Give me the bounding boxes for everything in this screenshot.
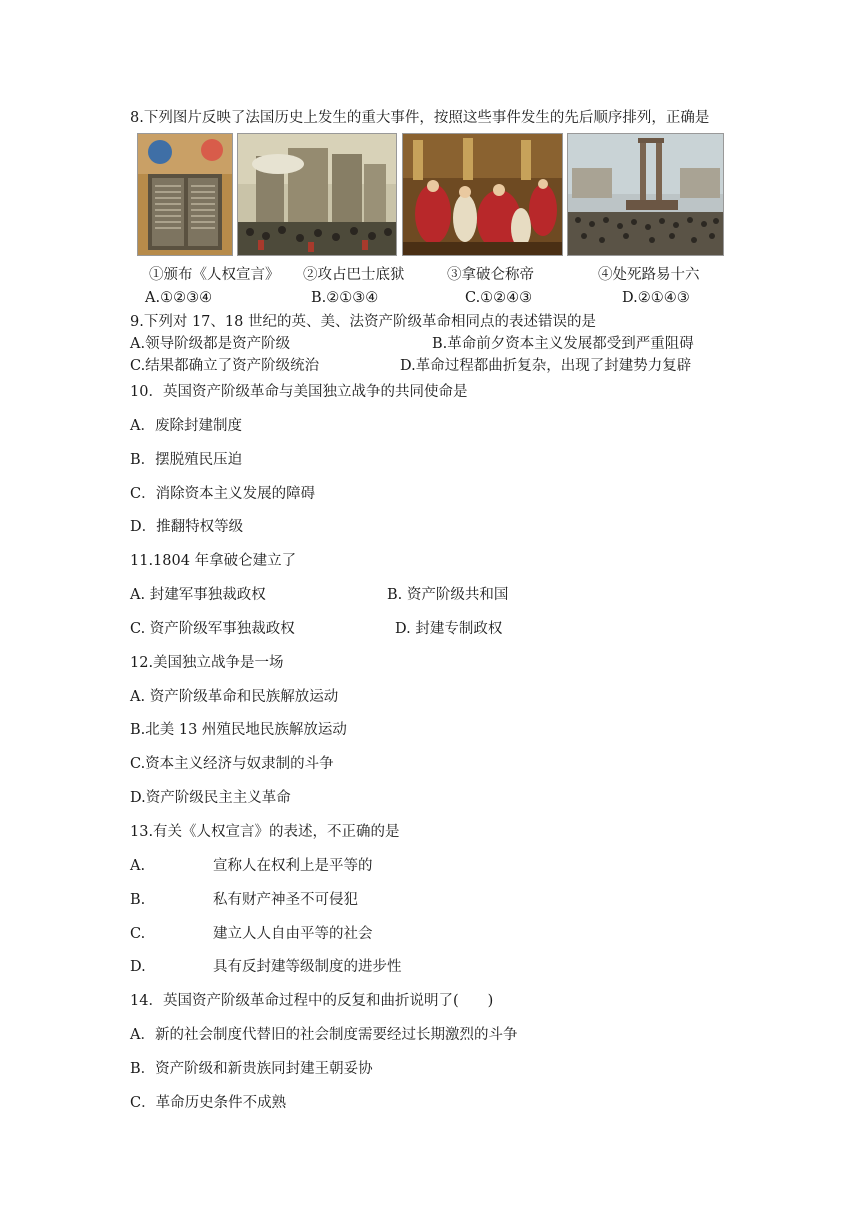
q14-option-c: C．革命历史条件不成熟: [130, 1095, 287, 1111]
q9-option-b: B.革命前夕资本主义发展都受到严重阻碍: [432, 336, 694, 352]
q13-text-a: 宣称人在权利上是平等的: [213, 858, 373, 874]
q11-option-d: D. 封建专制政权: [395, 621, 503, 637]
q11-option-c: C. 资产阶级军事独裁政权: [130, 621, 295, 637]
q8-option-d: D.②①④③: [622, 290, 690, 306]
q9-option-c: C.结果都确立了资产阶级统治: [130, 358, 320, 374]
q11-option-a: A. 封建军事独裁政权: [130, 587, 266, 603]
caption-2: ②攻占巴士底狱: [303, 267, 405, 283]
caption-3: ③拿破仑称帝: [447, 267, 534, 283]
q12-option-d: D.资产阶级民主主义革命: [130, 790, 291, 806]
q13-letter-a: A.: [130, 858, 146, 874]
q13-letter-c: C.: [130, 926, 146, 942]
caption-4: ④处死路易十六: [598, 267, 700, 283]
q14-stem: 14．英国资产阶级革命过程中的反复和曲折说明了( ): [130, 993, 494, 1009]
caption-1: ①颁布《人权宣言》: [149, 267, 280, 283]
declaration-picture: [137, 133, 233, 256]
q14-option-b: B．资产阶级和新贵族同封建王朝妥协: [130, 1061, 373, 1077]
q13-text-b: 私有财产神圣不可侵犯: [213, 892, 358, 908]
q13-letter-d: D.: [130, 959, 146, 975]
q9-option-d: D.革命过程都曲折复杂，出现了封建势力复辟: [400, 358, 692, 374]
q12-option-a: A. 资产阶级革命和民族解放运动: [130, 689, 339, 705]
q12-stem: 12.美国独立战争是一场: [130, 655, 284, 671]
q13-letter-b: B.: [130, 892, 146, 908]
q10-option-a: A．废除封建制度: [130, 418, 242, 434]
q10-option-b: B．摆脱殖民压迫: [130, 452, 243, 468]
q12-option-b: B.北美 13 州殖民地民族解放运动: [130, 722, 347, 738]
q13-text-c: 建立人人自由平等的社会: [213, 926, 373, 942]
bastille-picture: [237, 133, 397, 256]
q14-option-a: A．新的社会制度代替旧的社会制度需要经过长期激烈的斗争: [130, 1027, 518, 1043]
q8-option-c: C.①②④③: [465, 290, 533, 306]
q8-stem: 8.下列图片反映了法国历史上发生的重大事件，按照这些事件发生的先后顺序排列，正确是: [130, 110, 710, 126]
q10-stem: 10．英国资产阶级革命与美国独立战争的共同使命是: [130, 384, 468, 400]
q9-option-a: A.领导阶级都是资产阶级: [130, 336, 291, 352]
q11-stem: 11.1804 年拿破仑建立了: [130, 553, 297, 569]
q9-stem: 9.下列对 17、18 世纪的英、美、法资产阶级革命相同点的表述错误的是: [130, 314, 596, 330]
q8-option-a: A.①②③④: [145, 290, 213, 306]
q12-option-c: C.资本主义经济与奴隶制的斗争: [130, 756, 334, 772]
q8-option-b: B.②①③④: [311, 290, 379, 306]
q13-text-d: 具有反封建等级制度的进步性: [213, 959, 402, 975]
q10-option-d: D．推翻特权等级: [130, 519, 244, 535]
q11-option-b: B. 资产阶级共和国: [387, 587, 509, 603]
execution-picture: [567, 133, 724, 256]
q10-option-c: C．消除资本主义发展的障碍: [130, 486, 316, 502]
coronation-picture: [402, 133, 563, 256]
q13-stem: 13.有关《人权宣言》的表述，不正确的是: [130, 824, 400, 840]
